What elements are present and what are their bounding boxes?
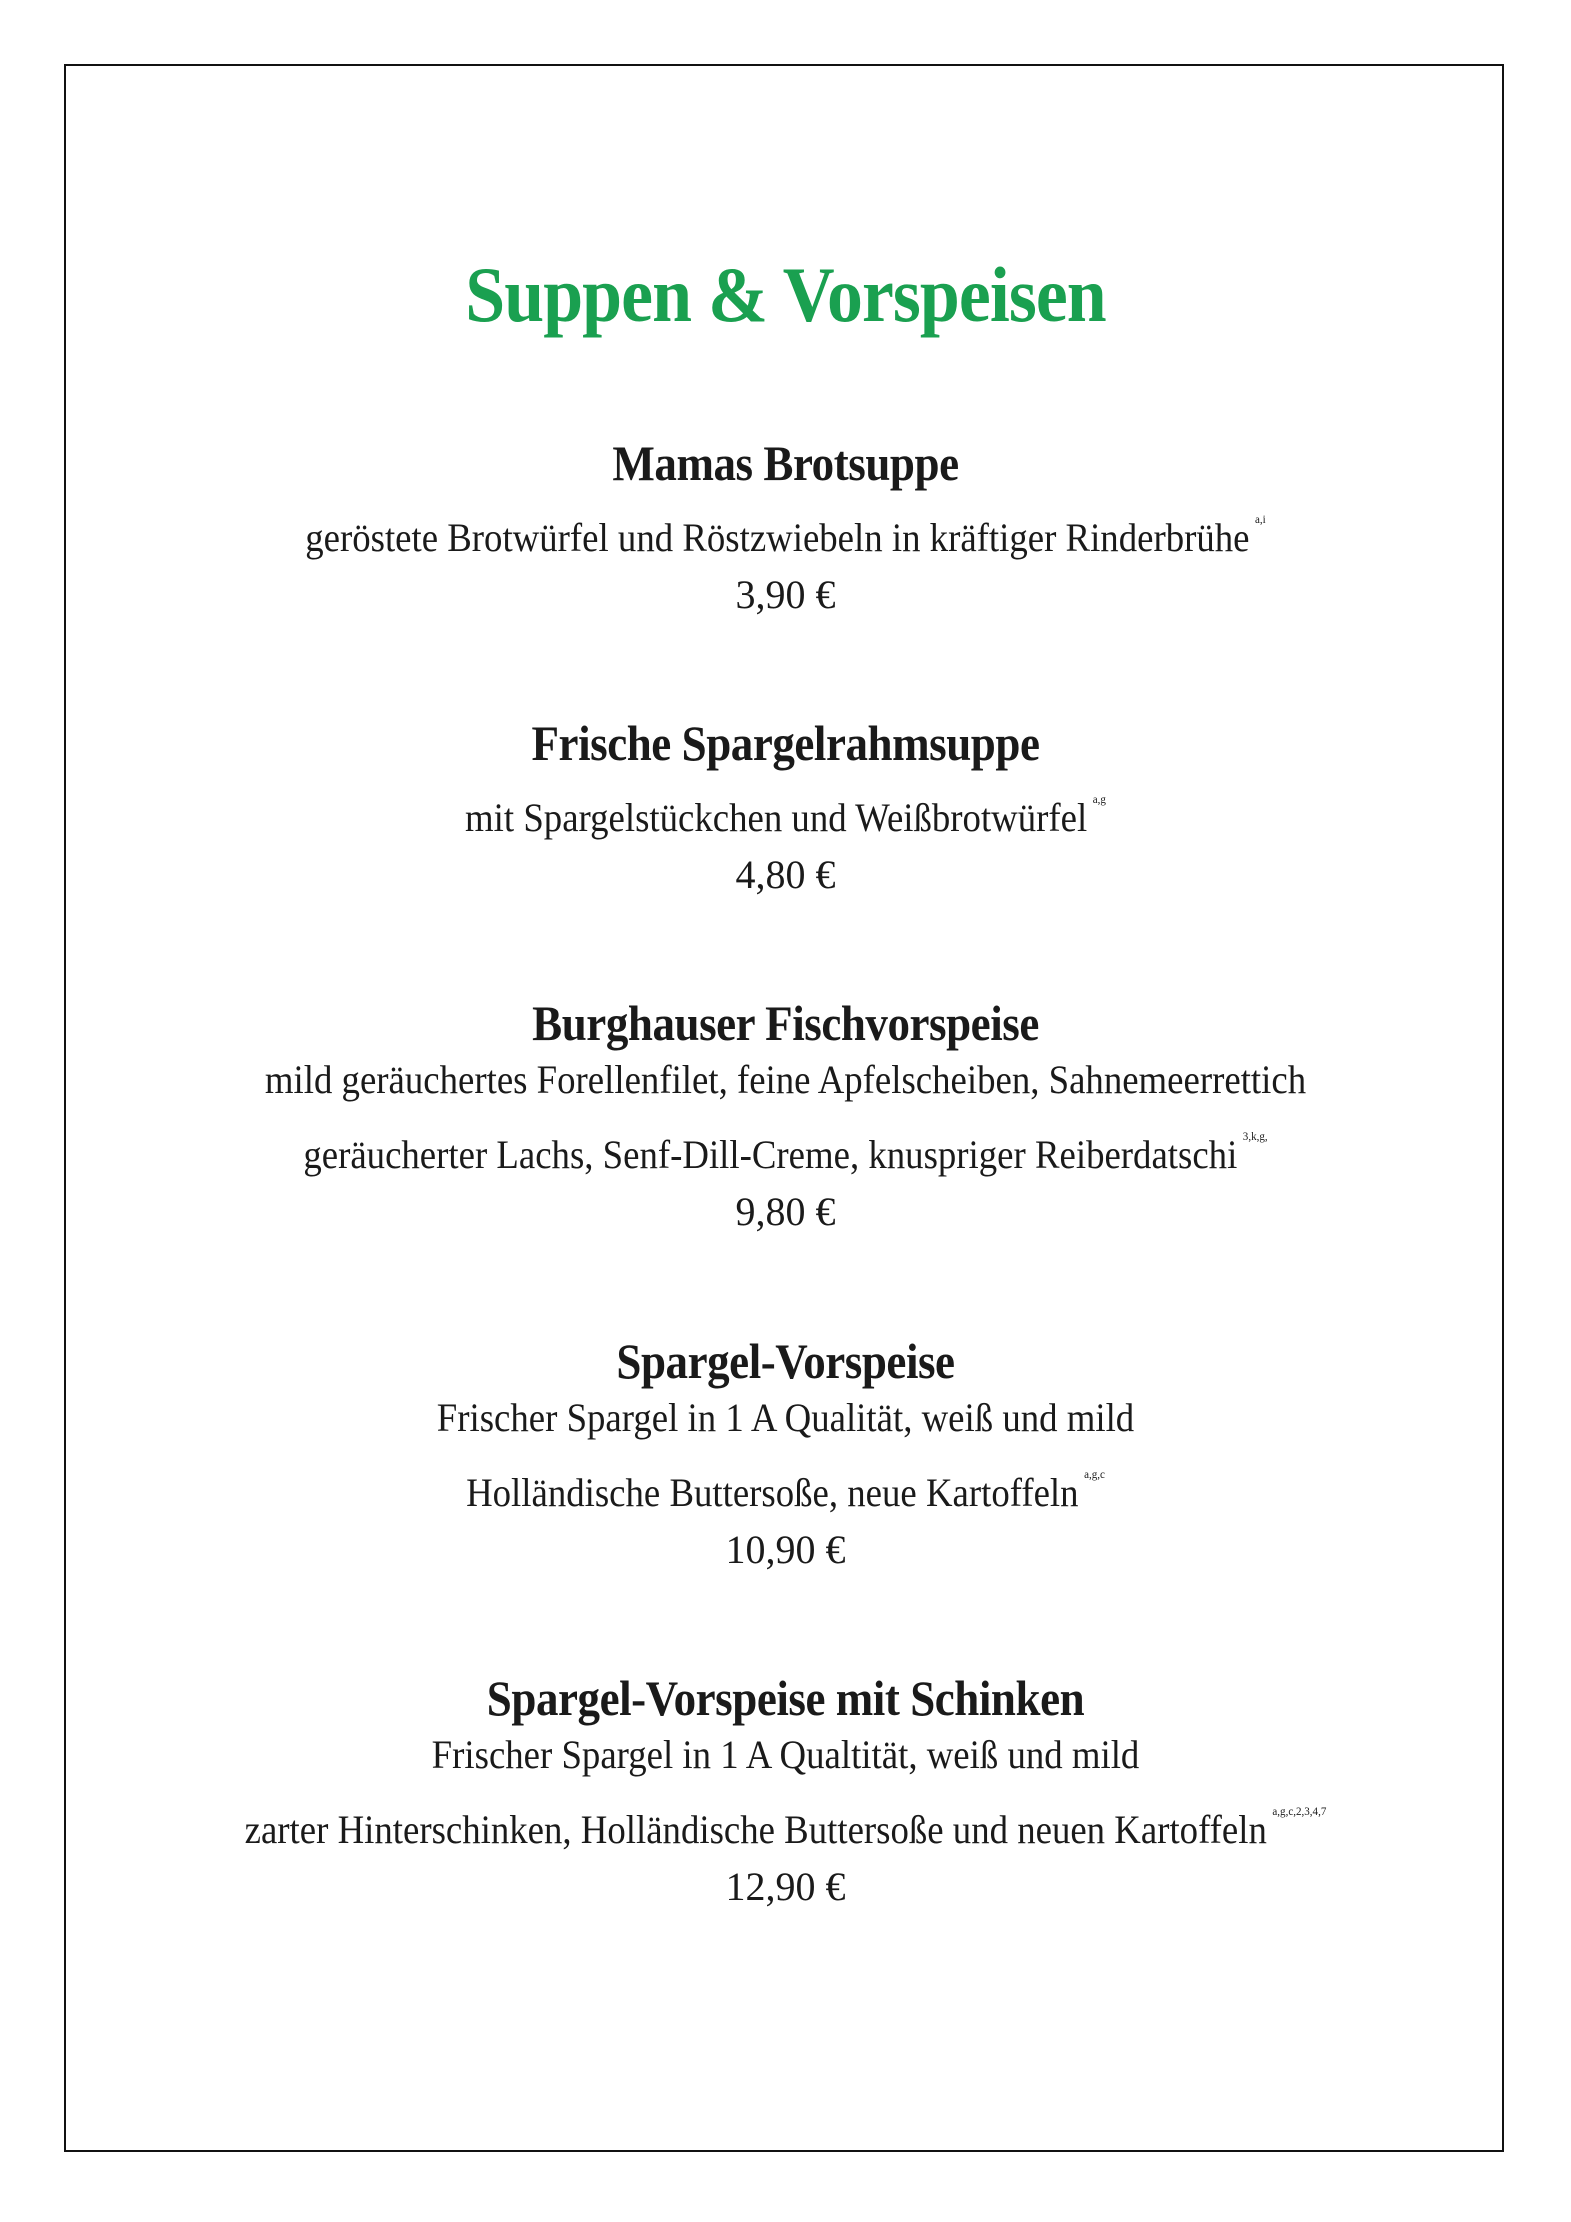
menu-item <box>0 435 1571 623</box>
item-description: zarter Hinterschinken, Holländische Buttersoße und neuen Kartoffeln $^{a,g,c,2,3,4,7}$ <box>244 1804 1327 1852</box>
item-description: mild geräuchertes Forellenfilet, feine Apfelscheiben, Sahnemeerrettich <box>264 1057 1307 1102</box>
item-name: Burghauser Fischvorspeise <box>532 995 1039 1051</box>
item-description: geräucherter Lachs, Senf-Dill-Creme, knuspriger Reiberdatschi $^{3,k,g,}$ <box>303 1129 1268 1177</box>
item-price: 10,90 € <box>725 1527 846 1572</box>
allergen-codes: a,g,c,2,3,4,7 <box>1272 1804 1327 1818</box>
item-name: Mamas Brotsuppe <box>612 435 959 491</box>
item-name: Spargel-Vorspeise mit Schinken <box>486 1670 1085 1726</box>
menu-item <box>0 995 1571 1240</box>
allergen-codes: a,i <box>1255 512 1266 526</box>
item-description: Frischer Spargel in 1 A Qualtität, weiß und mild <box>431 1732 1140 1777</box>
allergen-codes: a,g <box>1092 792 1106 806</box>
item-name: Spargel-Vorspeise <box>616 1333 955 1389</box>
item-description: Holländische Buttersoße, neue Kartoffeln $^{a,g,c}$ <box>466 1467 1105 1515</box>
allergen-codes: a,g,c <box>1084 1467 1105 1481</box>
allergen-codes: 3,k,g, <box>1242 1129 1268 1143</box>
item-price: 3,90 € <box>735 572 836 617</box>
item-price: 12,90 € <box>725 1864 846 1909</box>
menu-item <box>0 715 1571 903</box>
item-description: geröstete Brotwürfel und Röstzwiebeln in kräftiger Rinderbrühe $^{a,i}$ <box>305 512 1266 560</box>
menu-item <box>0 1333 1571 1578</box>
page-title: Suppen & Vorspeisen <box>465 251 1106 338</box>
item-description: Frischer Spargel in 1 A Qualität, weiß und mild <box>436 1395 1135 1440</box>
item-description: mit Spargelstückchen und Weißbrotwürfel $^{a,g}$ <box>465 792 1106 840</box>
item-name: Frische Spargelrahmsuppe <box>531 715 1040 771</box>
menu-item <box>0 1670 1571 1915</box>
item-price: 9,80 € <box>735 1189 836 1234</box>
item-price: 4,80 € <box>735 852 836 897</box>
